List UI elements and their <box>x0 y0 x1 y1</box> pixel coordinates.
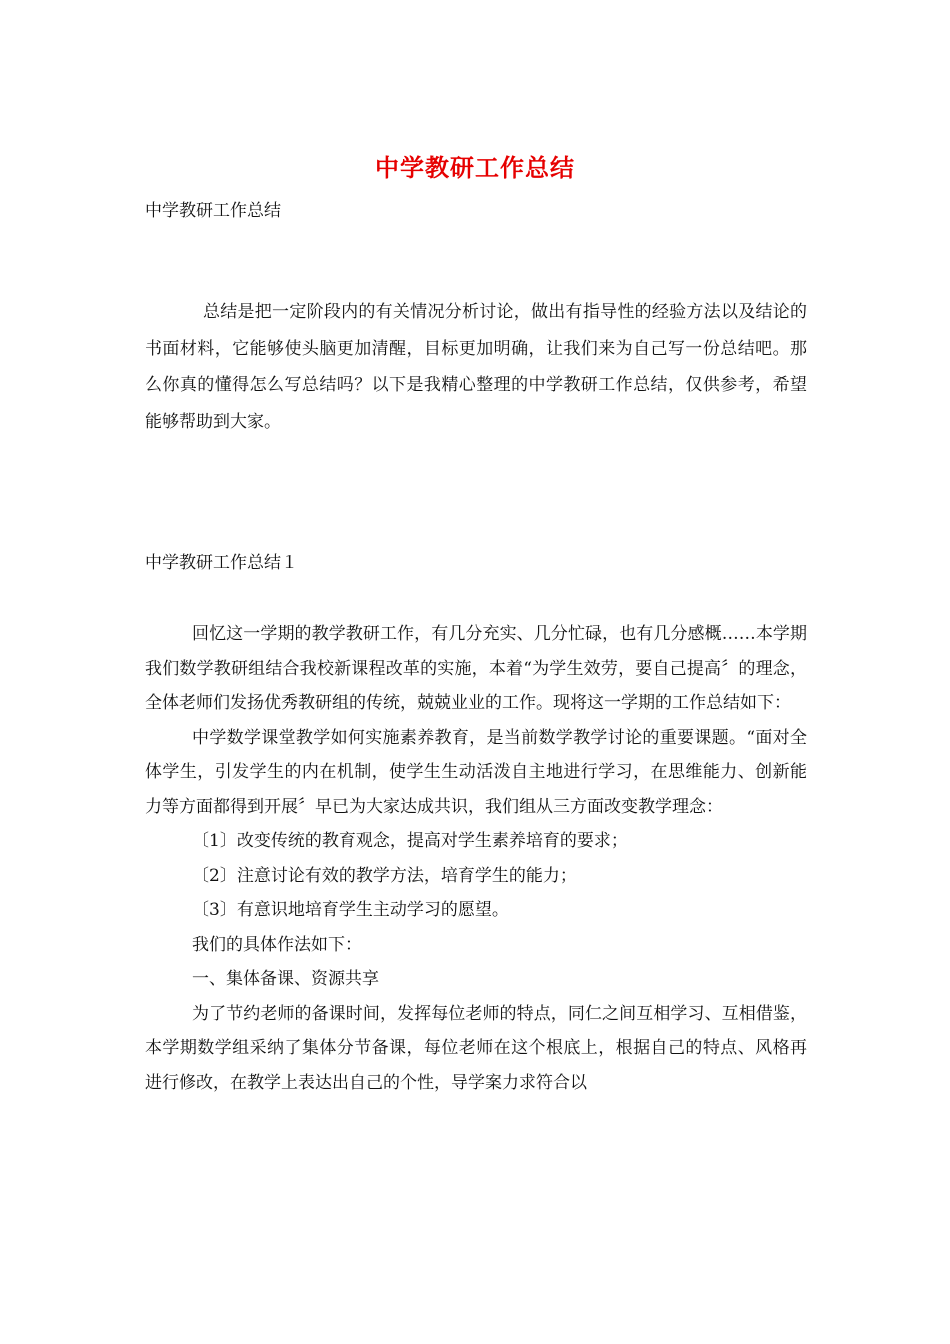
body-paragraph: 中学数学课堂教学如何实施素养教育，是当前数学教学讨论的重要课题。“面对全体学生，引发学生的内在机制，使学生生动活泼自主地进行学习，在思维能力、创新能力等方面都得到开展〞早已为大家达成共识，我们组从三方面改变教学理念： <box>145 727 807 817</box>
intro-paragraph: 总结是把一定阶段内的有关情况分析讨论，做出有指导性的经验方法以及结论的书面材料，它能够使头脑更加清醒，目标更加明确，让我们来为自己写一份总结吧。那么你真的懂得怎么写总结吗？以下是我精心整理的中学教研工作总结，仅供参考，希望能够帮助到大家。 <box>145 302 807 432</box>
body-paragraph: 我们的具体作法如下： <box>192 934 362 955</box>
list-item: 〔2〕注意讨论有效的教学方法，培育学生的能力； <box>192 865 577 886</box>
list-item: 〔3〕有意识地培育学生主动学习的愿望。 <box>192 900 509 920</box>
list-item: 〔1〕改变传统的教育观念，提高对学生素养培育的要求； <box>192 831 628 851</box>
subsection-heading: 一、集体备课、资源共享 <box>192 969 379 989</box>
document-title: 中学教研工作总结 <box>375 153 575 182</box>
section-heading: 中学教研工作总结１ <box>145 553 298 573</box>
document-subtitle: 中学教研工作总结 <box>145 201 281 221</box>
body-paragraph: 回忆这一学期的教学教研工作，有几分充实、几分忙碌，也有几分感概……本学期我们数学教研组结合我校新课程改革的实施，本着“为学生效劳，要自己提高〞的理念，全体老师们发扬优秀教研组的传统，兢兢业业的工作。现将这一学期的工作总结如下： <box>145 624 807 713</box>
body-paragraph: 为了节约老师的备课时间，发挥每位老师的特点，同仁之间互相学习、互相借鉴，本学期数学组采纳了集体分节备课，每位老师在这个根底上，根据自己的特点、风格再进行修改，在教学上表达出自己的个性，导学案力求符合以 <box>145 1003 807 1093</box>
section-body <box>145 617 807 1100</box>
